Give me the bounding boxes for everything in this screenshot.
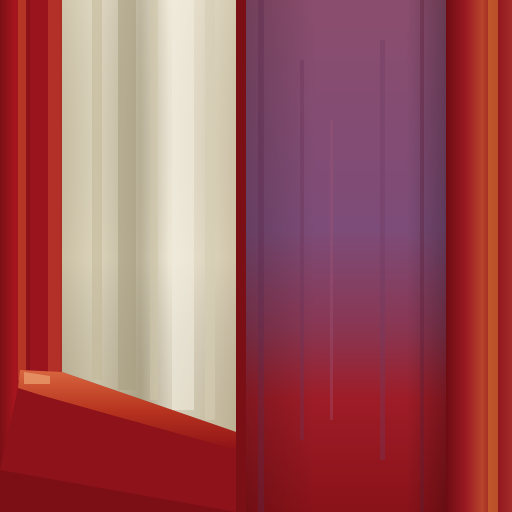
- window-frame-bevel: [48, 0, 62, 380]
- panel-side-shade: [246, 0, 446, 512]
- left-trim: [18, 0, 26, 380]
- center-mullion: [236, 0, 246, 512]
- right-stile: [446, 0, 512, 512]
- right-trim: [488, 0, 498, 512]
